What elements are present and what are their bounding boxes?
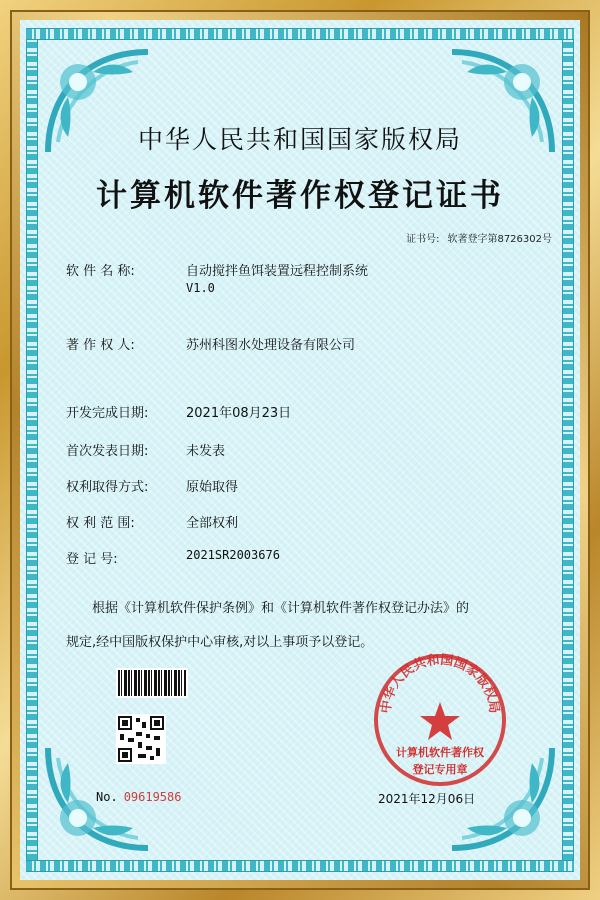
seal-ring-text: 中华人民共和国国家版权局 <box>378 652 502 715</box>
field-publication-date <box>66 440 225 459</box>
field-label: 登 记 号: <box>66 552 118 567</box>
field-value: 2021SR2003676 <box>186 548 280 562</box>
legal-statement-line2: 规定,经中国版权保护中心审核,对以上事项予以登记。 <box>66 635 374 650</box>
field-value: 未发表 <box>186 444 226 459</box>
serial-number-value: 09619586 <box>123 790 182 804</box>
field-software-name <box>66 260 368 295</box>
field-label: 权 利 范 围: <box>66 516 135 531</box>
issuing-authority: 中华人民共和国国家版权局 <box>137 125 462 154</box>
field-value: 自动搅拌鱼饵装置远程控制系统 <box>186 264 369 279</box>
issue-date: 2021年12月06日 <box>378 792 476 806</box>
field-value: 原始取得 <box>186 480 239 495</box>
border-pattern-top <box>26 28 574 40</box>
certificate-paper <box>20 20 580 880</box>
field-value: 2021年08月23日 <box>186 406 292 421</box>
field-registration-number <box>66 548 280 567</box>
field-copyright-owner <box>66 334 355 353</box>
border-pattern-bottom <box>26 860 574 872</box>
field-label: 开发完成日期: <box>66 406 149 421</box>
field-value: 苏州科图水处理设备有限公司 <box>186 338 356 353</box>
barcode-icon <box>116 668 188 698</box>
field-label: 首次发表日期: <box>66 444 149 459</box>
serial-number <box>96 790 181 804</box>
legal-statement-line1: 根据《计算机软件保护条例》和《计算机软件著作权登记办法》的 <box>92 601 470 616</box>
border-pattern-right <box>562 40 574 860</box>
certificate-number-value: 软著登字第8726302号 <box>447 234 552 245</box>
field-rights-scope <box>66 512 238 531</box>
certificate-number <box>406 230 552 245</box>
certificate-title: 计算机软件著作权登记证书 <box>96 178 504 214</box>
seal-line1: 计算机软件著作权 <box>396 746 484 759</box>
field-label: 软 件 名 称: <box>66 264 135 279</box>
field-acquisition-method <box>66 476 238 495</box>
field-label: 著 作 权 人: <box>66 338 135 353</box>
qr-code-icon <box>116 714 166 764</box>
field-label: 权利取得方式: <box>66 480 149 495</box>
certificate-number-label: 证书号: <box>406 234 440 245</box>
field-value: 全部权利 <box>186 516 239 531</box>
field-value-version: V1.0 <box>186 281 215 295</box>
border-pattern-left <box>26 40 38 860</box>
field-completion-date <box>66 402 291 421</box>
serial-number-label: No. <box>96 790 118 804</box>
seal-line2: 登记专用章 <box>412 763 468 776</box>
